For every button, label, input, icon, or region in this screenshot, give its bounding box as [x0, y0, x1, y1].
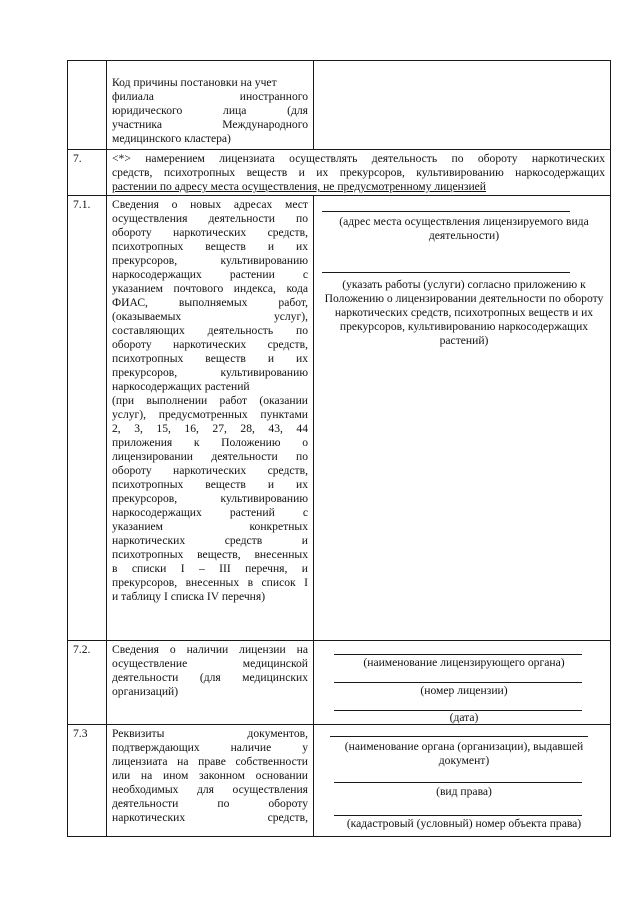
text-line: средств, психотропных веществ и их прекурсоров, культивированию наркосодержащих [112, 166, 605, 179]
text-line: составляющих деятельность по [112, 324, 308, 337]
row-number-7: 7. [73, 152, 82, 165]
row-7-3-left-text [112, 727, 308, 825]
text-line: наркосодержащих растении с [112, 268, 308, 281]
text-line: (оказываемых услуг), [112, 310, 308, 323]
row-number-7-3: 7.3 [73, 727, 88, 740]
table-left-border [67, 60, 68, 837]
row-7-1-left-text [112, 198, 308, 604]
licensing-authority-line [334, 654, 582, 655]
text-line: филиала иностранного [112, 90, 308, 103]
right-type-line [334, 782, 582, 783]
text-line: осуществление медицинской [112, 657, 308, 670]
table-right-border [610, 60, 611, 837]
row-divider-7-1 [67, 195, 611, 196]
text-line: лицензиата на праве собственности [112, 755, 308, 768]
text-line: обороту наркотических средств, [112, 464, 308, 477]
text-line: <*> намерением лицензиата осуществлять деятельность по обороту наркотических [112, 152, 605, 165]
text-line: психотропных веществ, внесенных [112, 548, 308, 561]
right-type-caption: (вид права) [436, 785, 492, 798]
text-line: подтверждающих наличие у [112, 741, 308, 754]
row-number-7-2: 7.2. [73, 643, 91, 656]
works-caption: (указать работы (услуги) согласно приложению к Положению о лицензировании деятельности по обороту наркотических средств, психотропных веществ и их прекурсоров, культивированию наркосодержащих растений) [324, 278, 604, 347]
row-7-2-left-text [112, 643, 308, 699]
cadastral-line [334, 815, 582, 816]
row-divider-7-2 [67, 640, 611, 641]
text-line: осуществления деятельности по [112, 212, 308, 225]
text-line: (при выполнении работ (оказании [112, 394, 308, 407]
kpp-label [112, 76, 308, 146]
text-line: наркосодержащих растений с [112, 506, 308, 519]
works-fill-line [322, 272, 570, 273]
issuer-caption: (наименование органа (организации), выдавшей документ) [344, 740, 584, 767]
text-line: организаций) [112, 685, 179, 698]
text-line: обороту наркотических средств, [112, 338, 308, 351]
text-line: прекурсоров, внесенных в список I [112, 576, 308, 589]
table-bottom-border [67, 836, 611, 837]
text-line: в списки I – III перечня, и [112, 562, 308, 575]
text-line: психотропных веществ и их [112, 240, 308, 253]
text-line: Реквизиты документов, [112, 727, 308, 740]
text-line: прекурсоров, культивированию [112, 254, 308, 267]
license-date-caption: (дата) [449, 711, 479, 724]
mid-col-divider-top [313, 60, 314, 149]
num-col-divider [106, 60, 107, 837]
text-line: необходимых для осуществления [112, 783, 308, 796]
license-number-caption: (номер лицензии) [420, 684, 508, 697]
text-line: Сведения о наличии лицензии на [112, 643, 308, 656]
text-line: медицинского кластера) [112, 132, 231, 145]
text-line: прекурсоров, культивированию [112, 492, 308, 505]
text-line: прекурсоров, культивированию [112, 366, 308, 379]
text-line: психотропных веществ и их [112, 352, 308, 365]
text-line: лицензировании деятельности по [112, 450, 308, 463]
text-line: деятельности (для медицинских [112, 671, 308, 684]
table-top-border [67, 60, 611, 61]
text-line: ФИАС, выполняемых работ, [112, 296, 308, 309]
row-number-7-1: 7.1. [73, 198, 91, 211]
row-divider-7 [67, 149, 611, 150]
text-line: обороту наркотических средств, [112, 226, 308, 239]
text-line: деятельности по обороту [112, 797, 308, 810]
text-line: указанием почтового индекса, кода [112, 282, 308, 295]
text-line: и таблицу I списка IV перечня) [112, 590, 266, 603]
mid-col-divider-bottom [313, 195, 314, 837]
text-line: наркотических средств и [112, 534, 308, 547]
address-fill-line [322, 211, 570, 212]
licensing-authority-caption: (наименование лицензирующего органа) [363, 656, 565, 669]
text-line: 2, 3, 15, 16, 27, 28, 43, 44 [112, 422, 308, 435]
text-line: участника Международного [112, 118, 308, 131]
text-line: или на ином законном основании [112, 769, 308, 782]
text-line: психотропных веществ и их [112, 478, 308, 491]
text-line: приложения к Положению о [112, 436, 308, 449]
row-7-text [112, 152, 605, 194]
cadastral-caption: (кадастровый (условный) номер объекта права) [346, 817, 582, 830]
text-line: наркосодержащих растений [112, 380, 250, 393]
text-line: указанием конкретных [112, 520, 308, 533]
text-line: юридического лица (для [112, 104, 308, 117]
license-number-line [334, 682, 582, 683]
text-line: услуг), предусмотренных пунктами [112, 408, 308, 421]
text-line: Сведения о новых адресах мест [112, 198, 308, 211]
text-line: наркотических средств, [112, 811, 308, 824]
address-caption: (адрес места осуществления лицензируемого вида деятельности) [339, 215, 589, 242]
text-line: Код причины постановки на учет [112, 76, 277, 89]
issuer-line [330, 736, 588, 737]
text-line: растении по адресу места осуществления, не предусмотренному лицензией [112, 180, 487, 193]
